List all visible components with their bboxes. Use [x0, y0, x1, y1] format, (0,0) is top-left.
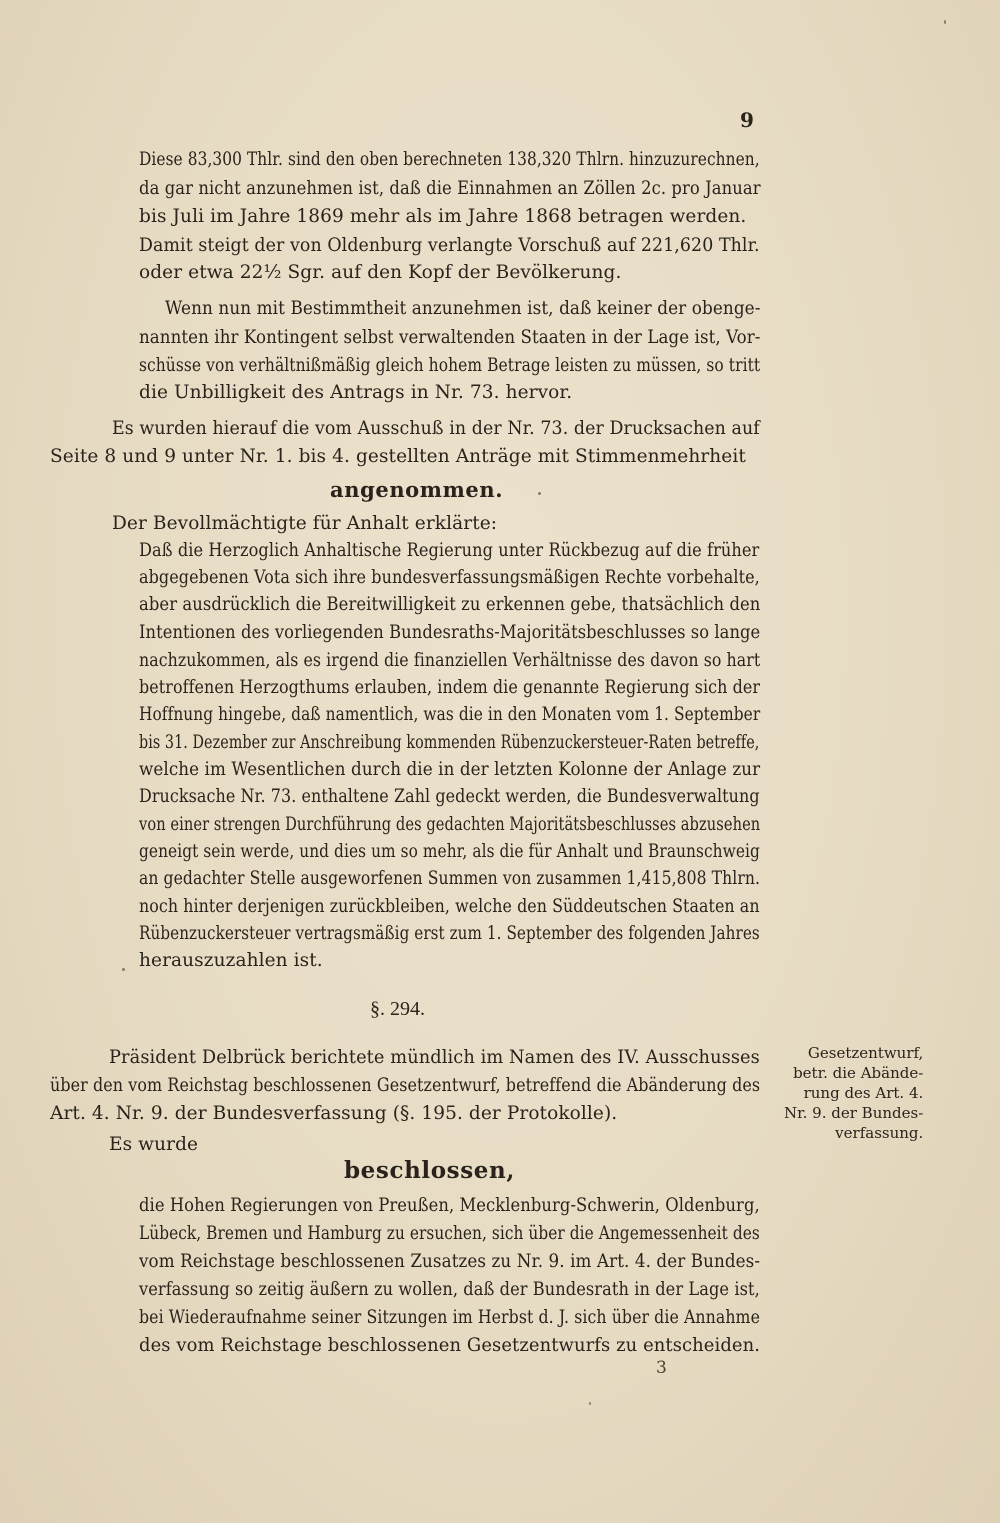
text-line: die Unbilligkeit des Antrags in Nr. 73. hervor.	[139, 382, 573, 403]
text-line: Präsident Delbrück berichtete mündlich im Namen des IV. Ausschusses	[109, 1047, 760, 1068]
text-line: nannten ihr Kontingent selbst verwaltenden Staaten in der Lage ist, Vor-	[139, 327, 761, 348]
paper-speck	[538, 492, 541, 495]
text-line: schüsse von verhältnißmäßig gleich hohem Betrage leisten zu müssen, so tritt	[139, 355, 761, 376]
text-line: noch hinter derjenigen zurückbleiben, welche den Süddeutschen Staaten an	[139, 896, 760, 917]
text-line: Rübenzuckersteuer vertragsmäßig erst zum 1. September des folgenden Jahres	[139, 923, 760, 944]
text-line: Lübeck, Bremen und Hamburg zu ersuchen, sich über die Angemessenheit des	[139, 1223, 760, 1244]
text-line: da gar nicht anzunehmen ist, daß die Einnahmen an Zöllen 2c. pro Januar	[139, 178, 761, 199]
text-line: die Hohen Regierungen von Preußen, Mecklenburg-Schwerin, Oldenburg,	[139, 1195, 760, 1216]
margin-note-line: verfassung.	[835, 1124, 924, 1142]
section-number: §. 294.	[370, 998, 425, 1020]
text-line: Es wurde	[109, 1134, 199, 1155]
text-line: Art. 4. Nr. 9. der Bundesverfassung (§. 195. der Protokolle).	[50, 1103, 618, 1124]
sheet-number: 3	[656, 1358, 667, 1378]
text-line: Seite 8 und 9 unter Nr. 1. bis 4. gestellten Anträge mit Stimmenmehrheit	[50, 446, 746, 467]
text-line: nachzukommen, als es irgend die finanziellen Verhältnisse des davon so hart	[139, 650, 761, 671]
text-line: Drucksache Nr. 73. enthaltene Zahl gedeckt werden, die Bundesverwaltung	[139, 786, 760, 807]
text-line: des vom Reichstage beschlossenen Gesetzentwurfs zu entscheiden.	[139, 1335, 761, 1356]
text-line: abgegebenen Vota sich ihre bundesverfassungsmäßigen Rechte vorbehalte,	[139, 567, 760, 588]
text-line: oder etwa 22½ Sgr. auf den Kopf der Bevölkerung.	[139, 262, 622, 283]
text-line: über den vom Reichstag beschlossenen Gesetzentwurf, betreffend die Abänderung des	[50, 1075, 761, 1096]
heading-angenommen: angenommen.	[330, 477, 504, 502]
paper-speck	[944, 20, 946, 24]
text-line: herauszuzahlen ist.	[139, 950, 323, 971]
heading-beschlossen: beschlossen,	[344, 1157, 515, 1184]
text-line: verfassung so zeitig äußern zu wollen, daß der Bundesrath in der Lage ist,	[139, 1279, 760, 1300]
text-line: vom Reichstage beschlossenen Zusatzes zu Nr. 9. im Art. 4. der Bundes-	[139, 1251, 761, 1272]
text-line: welche im Wesentlichen durch die in der letzten Kolonne der Anlage zur	[139, 759, 761, 780]
margin-note-line: Gesetzentwurf,	[807, 1044, 924, 1062]
text-line: betroffenen Herzogthums erlauben, indem die genannte Regierung sich der	[139, 677, 761, 698]
text-line: Wenn nun mit Bestimmtheit anzunehmen ist, daß keiner der obenge-	[165, 298, 761, 319]
margin-note-line: Nr. 9. der Bundes-	[784, 1104, 924, 1122]
text-line: geneigt sein werde, und dies um so mehr, als die für Anhalt und Braunschweig	[139, 841, 760, 862]
text-line: Damit steigt der von Oldenburg verlangte Vorschuß auf 221,620 Thlr.	[139, 235, 760, 256]
text-line: von einer strengen Durchführung des gedachten Majoritätsbeschlusses abzusehen	[139, 814, 761, 835]
text-line: an gedachter Stelle ausgeworfenen Summen von zusammen 1,415,808 Thlrn.	[139, 868, 761, 889]
margin-note-line: betr. die Abände-	[793, 1064, 924, 1082]
paper-speck	[122, 968, 125, 971]
paper-speck	[589, 1402, 591, 1405]
text-line: Intentionen des vorliegenden Bundesraths-Majoritätsbeschlusses so lange	[139, 622, 761, 643]
text-line: Hoffnung hingebe, daß namentlich, was die in den Monaten vom 1. September	[139, 704, 761, 725]
text-line: bei Wiederaufnahme seiner Sitzungen im Herbst d. J. sich über die Annahme	[139, 1307, 760, 1328]
margin-note-line: rung des Art. 4.	[803, 1084, 924, 1102]
text-line: Daß die Herzoglich Anhaltische Regierung unter Rückbezug auf die früher	[139, 540, 760, 561]
text-line: Der Bevollmächtigte für Anhalt erklärte:	[112, 513, 498, 534]
text-line: aber ausdrücklich die Bereitwilligkeit zu erkennen gebe, thatsächlich den	[139, 594, 761, 615]
text-line: bis 31. Dezember zur Anschreibung kommenden Rübenzuckersteuer-Raten betreffe,	[139, 732, 760, 753]
text-line: Diese 83,300 Thlr. sind den oben berechneten 138,320 Thlrn. hinzuzurechnen,	[139, 149, 760, 170]
text-line: bis Juli im Jahre 1869 mehr als im Jahre 1868 betragen werden.	[139, 206, 747, 227]
text-line: Es wurden hierauf die vom Ausschuß in der Nr. 73. der Drucksachen auf	[112, 418, 760, 439]
margin-note	[784, 1043, 923, 1143]
page-number: 9	[740, 108, 754, 132]
